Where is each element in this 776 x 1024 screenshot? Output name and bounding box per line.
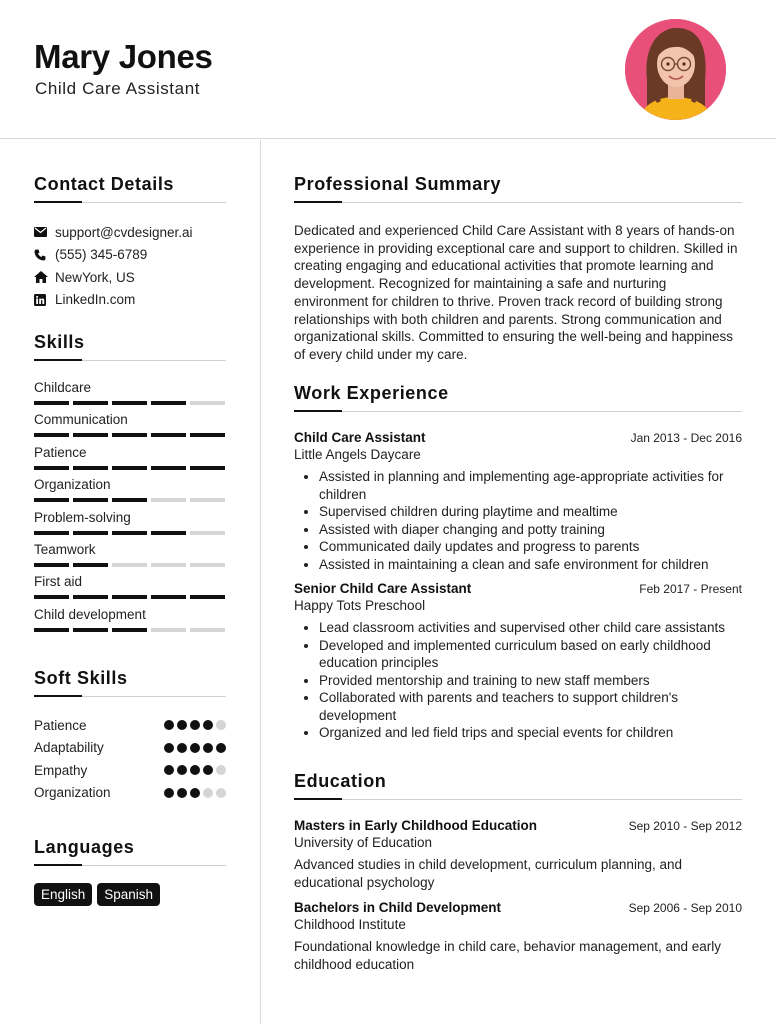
job-dates: Feb 2017 - Present	[639, 582, 742, 596]
experience-section	[294, 383, 742, 742]
contact-location	[34, 266, 226, 289]
rating-dot	[164, 765, 174, 775]
skill-level-segment	[112, 498, 147, 502]
skill-level-bar	[34, 433, 225, 437]
skill-name: Childcare	[34, 380, 92, 395]
skill-level-bar	[34, 531, 225, 535]
contact-title: Contact Details	[34, 174, 175, 194]
skill-level-segment	[190, 563, 225, 567]
rating-dot	[216, 788, 226, 798]
job-title: Child Care Assistant	[294, 430, 426, 445]
candidate-name: Mary Jones	[34, 38, 213, 75]
languages-list	[34, 883, 226, 906]
skill-level-segment	[151, 498, 186, 502]
contact-phone[interactable]	[34, 244, 226, 267]
rating-dot	[177, 743, 187, 753]
education-header	[294, 818, 742, 833]
contact-linkedin[interactable]	[34, 289, 226, 312]
soft-skill-row	[34, 759, 226, 782]
skills-title: Skills	[34, 332, 85, 352]
resume-header	[0, 0, 776, 139]
skill-name: Teamwork	[34, 541, 96, 557]
skill-level-segment	[73, 401, 108, 405]
skill-level-bar	[34, 498, 225, 502]
home-icon	[34, 271, 55, 283]
job-bullet: • Collaborated with parents and teachers to support children's development	[319, 689, 742, 724]
skill-row	[34, 574, 226, 606]
skill-level-segment	[34, 531, 69, 535]
rating-dot	[216, 743, 226, 753]
soft-skill-row	[34, 782, 226, 805]
skill-level-segment	[190, 498, 225, 502]
column-divider	[260, 140, 261, 1024]
education-description: Foundational knowledge in child care, behavior management, and early childhood education	[294, 939, 722, 973]
school-name: Childhood Institute	[294, 917, 406, 933]
rating-dot	[164, 743, 174, 753]
education-title: Education	[294, 771, 387, 791]
skill-name: Organization	[34, 477, 111, 493]
skill-level-segment	[112, 401, 147, 405]
skill-level-bar	[34, 563, 225, 567]
skill-level-segment	[112, 595, 147, 599]
rating-dot	[164, 720, 174, 730]
profile-photo	[625, 19, 726, 120]
contact-email[interactable]	[34, 221, 226, 244]
skill-name: Problem-solving	[34, 509, 131, 525]
soft-skill-row	[34, 714, 226, 737]
rating-dot	[190, 788, 200, 798]
soft-skill-rating	[164, 720, 226, 730]
rating-dot	[203, 720, 213, 730]
soft-skills-section	[34, 668, 226, 804]
soft-skill-name: Adaptability	[34, 740, 104, 756]
skill-row	[34, 380, 226, 412]
skill-level-segment	[73, 563, 108, 567]
job-bullet: • Organized and led field trips and special events for children	[319, 724, 742, 742]
skill-level-segment	[151, 628, 186, 632]
skill-level-segment	[73, 433, 108, 437]
skill-level-bar	[34, 628, 225, 632]
education-entry	[294, 818, 742, 891]
skill-level-bar	[34, 401, 225, 405]
section-rule	[34, 359, 226, 361]
skill-level-segment	[190, 595, 225, 599]
job-title: Senior Child Care Assistant	[294, 581, 472, 596]
job-header	[294, 581, 742, 596]
skill-level-segment	[34, 433, 69, 437]
section-rule	[294, 410, 742, 412]
contact-linkedin-text: LinkedIn.com	[55, 292, 136, 308]
skill-row	[34, 477, 226, 509]
soft-skill-row	[34, 737, 226, 760]
skill-level-segment	[34, 628, 69, 632]
rating-dot	[177, 765, 187, 775]
soft-skills-list	[34, 714, 226, 804]
rating-dot	[216, 720, 226, 730]
skill-level-segment	[34, 595, 69, 599]
education-description: Advanced studies in child development, curriculum planning, and educational psychology	[294, 857, 682, 890]
skills-list	[34, 380, 226, 639]
job-bullets	[294, 468, 742, 573]
rating-dot	[177, 788, 187, 798]
skill-level-segment	[73, 466, 108, 470]
education-dates: Sep 2010 - Sep 2012	[628, 819, 742, 833]
skill-level-segment	[34, 401, 69, 405]
rating-dot	[203, 765, 213, 775]
rating-dot	[190, 765, 200, 775]
skill-name: Child development	[34, 606, 146, 622]
envelope-icon	[34, 227, 55, 237]
education-entry	[294, 900, 742, 973]
skill-level-segment	[73, 628, 108, 632]
linkedin-icon	[34, 294, 55, 306]
soft-skill-rating	[164, 743, 226, 753]
education-header	[294, 900, 742, 915]
skill-level-bar	[34, 466, 225, 470]
skill-row	[34, 445, 226, 477]
section-rule	[294, 201, 742, 203]
soft-skill-rating	[164, 788, 226, 798]
job-bullet: • Developed and implemented curriculum based on early childhood education principles	[319, 637, 742, 672]
skill-level-segment	[190, 466, 225, 470]
degree-title: Bachelors in Child Development	[294, 900, 502, 916]
skill-level-segment	[151, 595, 186, 599]
job-bullet: • Assisted in planning and implementing age-appropriate activities for children	[319, 468, 742, 503]
contact-section	[34, 174, 226, 311]
skill-row	[34, 607, 226, 639]
skill-level-segment	[112, 628, 147, 632]
education-dates: Sep 2006 - Sep 2010	[628, 901, 742, 916]
skill-level-segment	[190, 531, 225, 535]
job-bullet: • Provided mentorship and training to new staff members	[319, 672, 742, 690]
skill-level-segment	[190, 433, 225, 437]
job-bullet: • Lead classroom activities and supervised other child care assistants	[319, 619, 742, 637]
job-employer: Little Angels Daycare	[294, 447, 421, 462]
job-bullets	[294, 619, 742, 742]
section-rule	[34, 695, 226, 697]
job-bullet: • Assisted with diaper changing and potty training	[319, 521, 742, 539]
job-dates: Jan 2013 - Dec 2016	[630, 431, 742, 445]
section-rule	[294, 798, 742, 800]
summary-section	[294, 174, 742, 364]
job-bullet: • Communicated daily updates and progress to parents	[319, 538, 742, 556]
skill-name: First aid	[34, 574, 83, 590]
rating-dot	[177, 720, 187, 730]
education-section	[294, 771, 742, 974]
skill-row	[34, 412, 226, 444]
contact-email-text: support@cvdesigner.ai	[55, 224, 193, 240]
school-name: University of Education	[294, 835, 433, 850]
language-badge: Spanish	[97, 883, 160, 906]
skill-level-segment	[112, 433, 147, 437]
soft-skill-rating	[164, 765, 226, 775]
skills-section	[34, 332, 226, 639]
skill-level-segment	[73, 531, 108, 535]
skill-level-segment	[190, 628, 225, 632]
skill-level-segment	[34, 563, 69, 567]
section-rule	[34, 864, 226, 866]
job-bullet: • Supervised children during playtime and mealtime	[319, 503, 742, 521]
skill-level-segment	[112, 466, 147, 470]
profile-photo-illustration	[625, 19, 726, 120]
skill-level-segment	[151, 433, 186, 437]
rating-dot	[190, 720, 200, 730]
phone-icon	[34, 249, 55, 261]
soft-skills-title: Soft Skills	[34, 668, 128, 688]
rating-dot	[203, 743, 213, 753]
skill-level-segment	[73, 498, 108, 502]
skill-row	[34, 510, 226, 542]
language-badge: English	[34, 883, 92, 906]
skill-level-segment	[151, 401, 186, 405]
job-employer: Happy Tots Preschool	[294, 598, 426, 613]
summary-text: Dedicated and experienced Child Care Assistant with 8 years of hands-on experience in providing exceptional care and support to children. Skilled in creating engaging and educational activities that promote learning and development. Recognized for maintaining a safe and nurturing environment for children to thrive. Proven track record of building strong relationships with both children and parents. Strong communication and organizational skills. Committed to ensuring the well-being and happiness of every child under my care.	[294, 223, 738, 362]
rating-dot	[216, 765, 226, 775]
rating-dot	[190, 743, 200, 753]
soft-skill-name: Patience	[34, 717, 87, 733]
skill-level-segment	[190, 401, 225, 405]
languages-section	[34, 837, 226, 906]
skill-level-segment	[73, 595, 108, 599]
rating-dot	[164, 788, 174, 798]
skill-level-segment	[151, 531, 186, 535]
job-header	[294, 430, 742, 445]
contact-location-text: NewYork, US	[55, 269, 135, 285]
skill-name: Patience	[34, 444, 87, 460]
summary-title: Professional Summary	[294, 174, 502, 194]
soft-skill-name: Empathy	[34, 762, 88, 778]
skill-level-segment	[34, 466, 69, 470]
skill-level-segment	[151, 563, 186, 567]
job-entry	[294, 581, 742, 742]
soft-skill-name: Organization	[34, 785, 111, 801]
candidate-role: Child Care Assistant	[35, 79, 201, 98]
degree-title: Masters in Early Childhood Education	[294, 818, 538, 833]
skill-level-segment	[112, 531, 147, 535]
experience-title: Work Experience	[294, 383, 449, 403]
job-entry	[294, 430, 742, 573]
skill-row	[34, 542, 226, 574]
rating-dot	[203, 788, 213, 798]
skill-level-bar	[34, 595, 225, 599]
languages-title: Languages	[34, 837, 135, 857]
skill-level-segment	[151, 466, 186, 470]
contact-list	[34, 221, 226, 311]
contact-phone-text: (555) 345-6789	[55, 247, 148, 263]
skill-name: Communication	[34, 412, 128, 428]
job-bullet: • Assisted in maintaining a clean and safe environment for children	[319, 556, 742, 574]
skill-level-segment	[34, 498, 69, 502]
skill-level-segment	[112, 563, 147, 567]
section-rule	[34, 201, 226, 203]
